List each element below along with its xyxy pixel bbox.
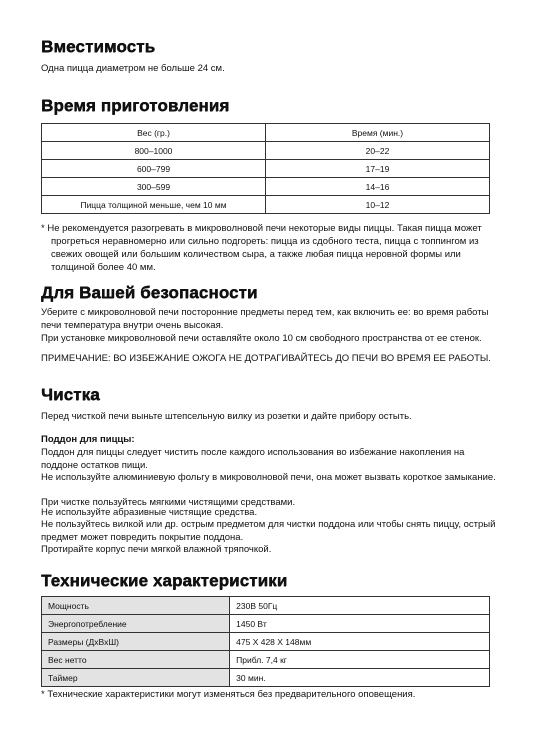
spec-label: Энергопотребление [42, 615, 230, 633]
safety-heading: Для Вашей безопасности [41, 283, 258, 302]
table-cell: 600–799 [42, 160, 266, 178]
spec-value: 30 мин. [230, 669, 490, 687]
table-row [42, 178, 490, 196]
cleaning-line: Не пользуйтесь вилкой или др. острым предметом для чистки поддона или чтобы снять пиццу, острый предмет может повредить покрытие поддона. [41, 519, 496, 543]
table-cell: 14–16 [266, 178, 490, 196]
time-column-header: Время (мин.) [266, 124, 490, 142]
cleaning-line: Не используйте алюминиевую фольгу в микроволновой печи, она может вызвать короткое замыкание. [41, 472, 496, 483]
spec-value: 230В 50Гц [230, 597, 490, 615]
cleaning-line: Не используйте абразивные чистящие средства. [41, 507, 258, 518]
table-row [42, 615, 490, 633]
table-row [42, 196, 490, 214]
safety-paragraph-1: Уберите с микроволновой печи посторонние предметы перед тем, как включить ее: во время работы печи температура внутри очень высокая. [41, 307, 489, 331]
spec-label: Размеры (ДхВхШ) [42, 633, 230, 651]
weight-column-header: Вес (гр.) [42, 124, 266, 142]
table-cell: 800–1000 [42, 142, 266, 160]
spec-value: Прибл. 7,4 кг [230, 651, 490, 669]
spec-value: 475 X 428 X 148мм [230, 633, 490, 651]
table-cell: 20–22 [266, 142, 490, 160]
capacity-text: Одна пицца диаметром не больше 24 см. [41, 63, 225, 74]
cleaning-line: Поддон для пиццы следует чистить после каждого использования во избежание накопления на поддоне остатков пищи. [41, 447, 465, 471]
table-row [42, 597, 490, 615]
table-header-row [42, 124, 490, 142]
pizza-tray-subheading: Поддон для пиццы: [41, 434, 135, 445]
cleaning-line: Протирайте корпус печи мягкой влажной тряпочкой. [41, 544, 272, 555]
specs-note: * Технические характеристики могут изменяться без предварительного оповещения. [41, 689, 416, 700]
table-cell: 300–599 [42, 178, 266, 196]
cleaning-heading: Чистка [41, 385, 100, 404]
cooking-time-heading: Время приготовления [41, 96, 230, 115]
table-row [42, 651, 490, 669]
safety-paragraph-2: При установке микроволновой печи оставляйте около 10 см свободного пространства от ее стенок. [41, 333, 482, 344]
spec-value: 1450 Вт [230, 615, 490, 633]
table-row [42, 142, 490, 160]
table-row [42, 669, 490, 687]
cleaning-intro: Перед чисткой печи выньте штепсельную вилку из розетки и дайте прибору остыть. [41, 411, 412, 422]
cooking-time-table [41, 123, 490, 214]
safety-warning: ПРИМЕЧАНИЕ: ВО ИЗБЕЖАНИЕ ОЖОГА НЕ ДОТРАГИВАЙТЕСЬ ДО ПЕЧИ ВО ВРЕМЯ ЕЕ РАБОТЫ. [41, 353, 491, 364]
spec-label: Таймер [42, 669, 230, 687]
capacity-heading: Вместимость [41, 37, 156, 56]
cleaning-line: При чистке пользуйтесь мягкими чистящими средствами. [41, 497, 296, 508]
specs-table [41, 596, 490, 687]
spec-label: Вес нетто [42, 651, 230, 669]
table-cell: 10–12 [266, 196, 490, 214]
table-row [42, 160, 490, 178]
table-row [42, 633, 490, 651]
cooking-note: * Не рекомендуется разогревать в микроволновой печи некоторые виды пиццы. Такая пицца может прогреться неравномерно или сильно подгореть: пицца из сдобного теста, пицца с топпингом из свежих овощей или большим количеством сыра, а также любая пицца неровной формы или толщиной более 40 мм. [41, 223, 482, 273]
table-cell: Пицца толщиной меньше, чем 10 мм [42, 196, 266, 214]
table-cell: 17–19 [266, 160, 490, 178]
specs-heading: Технические характеристики [41, 571, 288, 590]
spec-label: Мощность [42, 597, 230, 615]
